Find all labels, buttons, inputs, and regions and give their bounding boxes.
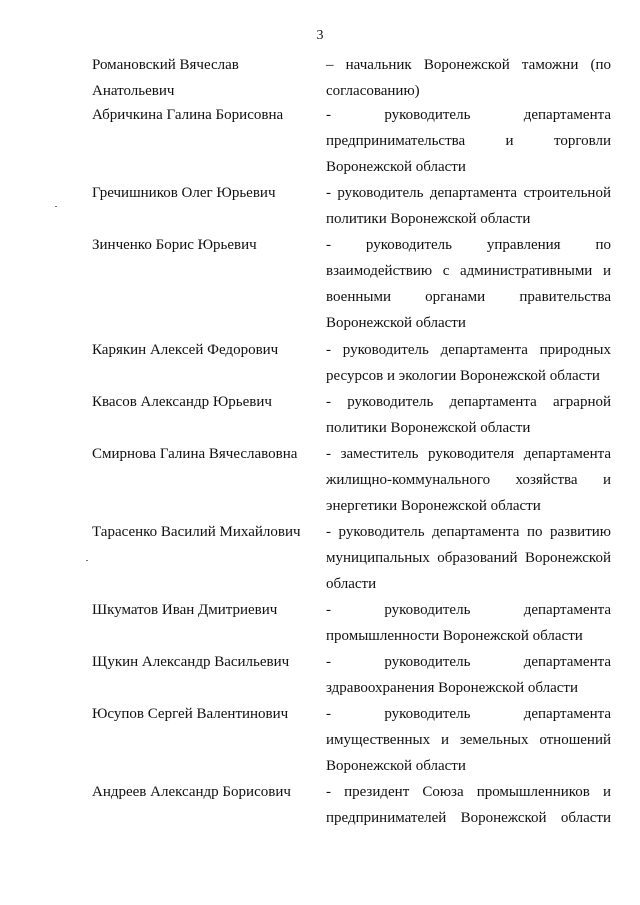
member-name: Андреев Александр Борисович	[92, 784, 291, 800]
member-position: - заместитель руководителя департамента жилищно-коммунального хозяйства и энергетики Воронежской области	[326, 446, 611, 514]
member-position: - руководитель департамента промышленности Воронежской области	[326, 602, 611, 644]
member-position: - руководитель департамента здравоохранения Воронежской области	[326, 654, 611, 696]
member-name: Щукин Александр Васильевич	[92, 654, 290, 670]
member-position: - президент Союза промышленников и предпринимателей Воронежской области	[326, 784, 611, 826]
member-name: Шкуматов Иван Дмитриевич	[92, 602, 278, 618]
member-name: Тарасенко Василий Михайлович	[92, 524, 301, 540]
member-position: - руководитель департамента аграрной политики Воронежской области	[326, 394, 611, 436]
member-name: Романовский Вячеслав Анатольевич	[92, 57, 239, 99]
member-name: Юсупов Сергей Валентинович	[92, 706, 289, 722]
member-name: Квасов Александр Юрьевич	[92, 394, 272, 410]
member-position: - руководитель департамента по развитию муниципальных образований Воронежской области	[326, 524, 611, 592]
member-position: – начальник Воронежской таможни (по согласованию)	[326, 57, 611, 99]
member-position: - руководитель департамента природных ресурсов и экологии Воронежской области	[326, 342, 611, 384]
page-number: 3	[316, 28, 324, 43]
member-name: Абричкина Галина Борисовна	[92, 107, 284, 123]
member-position: - руководитель департамента предпринимательства и торговли Воронежской области	[326, 107, 611, 175]
member-position: - руководитель департамента имущественных и земельных отношений Воронежской области	[326, 706, 611, 774]
member-position: - руководитель департамента строительной политики Воронежской области	[326, 185, 611, 227]
member-name: Карякин Алексей Федорович	[92, 342, 279, 358]
member-name: Гречишников Олег Юрьевич	[92, 185, 276, 201]
member-name: Смирнова Галина Вячеславовна	[92, 446, 298, 462]
member-name: Зинченко Борис Юрьевич	[92, 237, 257, 253]
scan-speck	[55, 206, 57, 207]
scan-speck	[86, 560, 88, 561]
member-position: - руководитель управления по взаимодействию с административными и военными органами правительства Воронежской области	[326, 237, 611, 331]
